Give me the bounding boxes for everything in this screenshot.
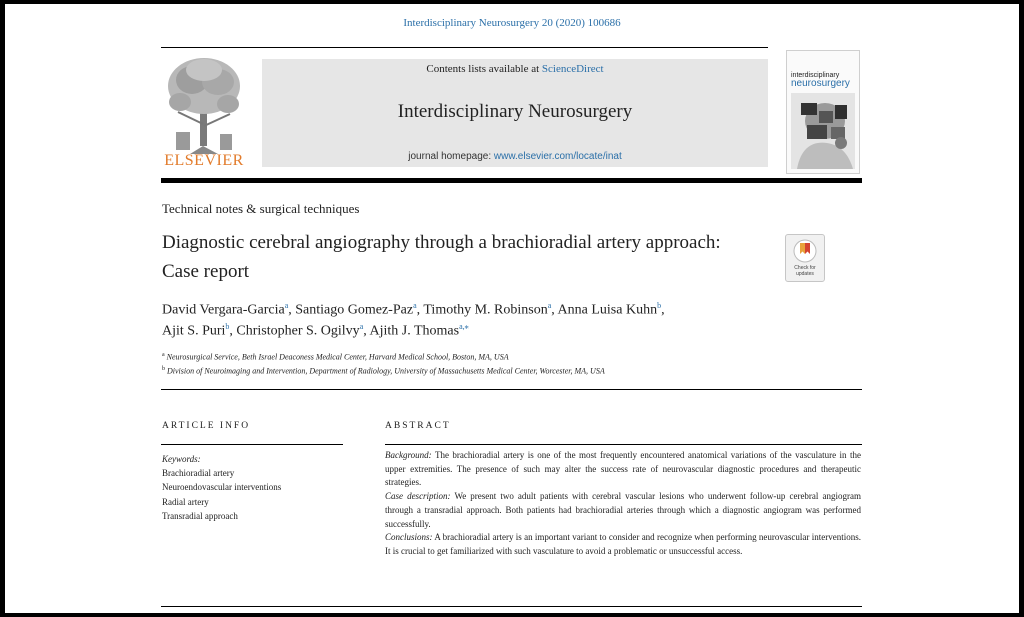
article-title-line2: Case report (162, 261, 250, 282)
author-name[interactable]: Christopher S. Ogilvy (236, 323, 360, 339)
abstract-conclusions (385, 531, 861, 558)
author-affiliation[interactable]: a (547, 301, 552, 310)
abstract-section-label: Background: (385, 450, 432, 460)
article-page (5, 4, 1019, 613)
abstract-case-description (385, 490, 861, 531)
affiliation-text: Division of Neuroimaging and Intervention, Department of Radiology, University of Massachusetts Medical Center, Worcester, MA, USA (167, 366, 605, 376)
abstract-section-label: Conclusions: (385, 532, 433, 543)
homepage-link[interactable]: www.elsevier.com/locate/inat (493, 151, 622, 162)
author-separator: , (363, 323, 370, 339)
abstract-section-label: Case description: (385, 491, 451, 502)
abstract-background (385, 449, 861, 490)
author-affiliation[interactable]: b (657, 301, 662, 310)
abstract-section-text: A brachioradial artery is an important variant to consider and recognize when performing neurovascular interventions. It is crucial to get familiarized with such vasculature to avoid a problematic or unsuccessful access. (385, 532, 861, 556)
author-affiliation[interactable]: a (359, 322, 364, 331)
article-info-heading: ARTICLE INFO (162, 421, 251, 431)
journal-cover-thumbnail[interactable] (786, 50, 860, 174)
keywords-label: Keywords: (162, 454, 201, 464)
author-separator: , (416, 302, 424, 318)
journal-header-box (262, 59, 768, 167)
author-name[interactable]: Anna Luisa Kuhn (557, 302, 658, 318)
journal-citation[interactable]: Interdisciplinary Neurosurgery 20 (2020) 100686 (403, 17, 621, 29)
abstract-section-text: The brachioradial artery is one of the most frequently encountered anatomical variations of the vasculature in the upper extremities. The presence of such may alter the success rate of neurovascular diagnostic procedures and therapeutic strategies. (385, 450, 862, 488)
sciencedirect-link[interactable]: ScienceDirect (541, 63, 604, 75)
author-separator: , (551, 302, 558, 318)
cover-artwork (791, 93, 855, 169)
author-separator: , (661, 302, 665, 318)
author-line-2 (162, 322, 469, 340)
keyword-item: Transradial approach (162, 511, 238, 521)
abstract-body (385, 449, 861, 559)
keyword-item: Neuroendovascular interventions (162, 482, 282, 492)
author-separator: , (288, 302, 296, 318)
author-name[interactable]: Ajit S. Puri (162, 323, 226, 339)
footer-rule (161, 606, 862, 607)
article-title-line1: Diagnostic cerebral angiography through a brachioradial artery approach: (162, 232, 721, 253)
author-affiliation[interactable]: a (413, 301, 417, 310)
header-rule (161, 47, 768, 48)
abstract-heading: ABSTRACT (385, 421, 451, 431)
header-divider (161, 178, 862, 183)
bookmark-icon (793, 239, 817, 263)
author-line-1 (162, 301, 665, 319)
section-divider (161, 389, 862, 390)
journal-name: Interdisciplinary Neurosurgery (397, 101, 633, 122)
homepage-prefix: journal homepage: (408, 151, 492, 162)
author-name[interactable]: Timothy M. Robinson (423, 302, 548, 318)
contents-line (262, 63, 768, 75)
check-for-updates-badge[interactable] (785, 234, 825, 282)
keyword-item: Brachioradial artery (162, 468, 235, 478)
elsevier-logo-text: ELSEVIER (164, 152, 244, 169)
keyword-item: Radial artery (162, 497, 209, 507)
affiliation-b (162, 366, 605, 376)
cover-title-line1: interdisciplinary (791, 72, 840, 79)
contents-prefix: Contents lists available at (426, 63, 540, 75)
author-name[interactable]: Santiago Gomez-Paz (295, 302, 414, 318)
author-affiliation[interactable]: a,⁎ (459, 322, 469, 331)
affiliation-text: Neurosurgical Service, Beth Israel Deaconess Medical Center, Harvard Medical School, Boston, MA, USA (166, 352, 509, 362)
affiliation-a (162, 352, 509, 362)
journal-homepage-line (262, 151, 768, 162)
author-affiliation[interactable]: b (225, 322, 230, 331)
affiliation-label: a (162, 352, 165, 358)
abstract-rule (385, 444, 862, 445)
badge-label-line1: Check for (794, 265, 816, 271)
author-name[interactable]: David Vergara-Garcia (162, 302, 285, 318)
author-affiliation[interactable]: a (284, 301, 289, 310)
author-separator: , (229, 323, 237, 339)
affiliation-label: b (162, 366, 165, 372)
abstract-section-text: We present two adult patients with cerebral vascular lesions who underwent follow-up cerebral angiogram through a transradial approach. Both patients had brachioradial arteries through which a diagnostic angiogram was performed successfully. (385, 491, 861, 529)
cover-title-line2: neurosurgery (791, 78, 850, 89)
article-info-rule (161, 444, 343, 445)
badge-label-line2: updates (796, 271, 814, 277)
badge-label (786, 265, 824, 277)
article-section-label: Technical notes & surgical techniques (162, 201, 360, 216)
author-name[interactable]: Ajith J. Thomas (369, 323, 460, 339)
